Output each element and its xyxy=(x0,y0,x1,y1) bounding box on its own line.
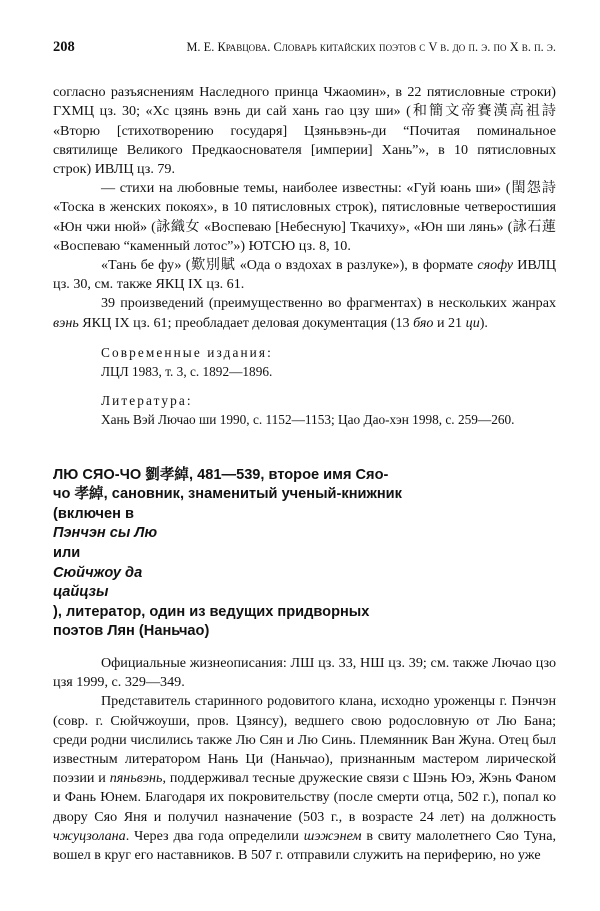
running-title: М. Е. Кравцова. Словарь китайских поэтов с V в. до п. э. по X в. п. э. xyxy=(186,40,556,54)
paragraph-3-italic: сяофу xyxy=(477,257,513,274)
paragraph-4-text-a: 39 произведений (преимущественно во фрагментах) в нескольких жанрах xyxy=(101,295,556,312)
editions-label: Современные издания: xyxy=(101,344,273,360)
literature-section xyxy=(53,391,556,429)
paragraph-4-text-d: ). xyxy=(479,314,488,331)
literature-text: Хань Вэй Лючао ши 1990, с. 1152—1153; Цао Дао-хэн 1998, с. 259—260. xyxy=(101,412,515,428)
biography-italic-3: шэжэнем xyxy=(303,827,362,844)
editions-section xyxy=(53,343,556,381)
entry-heading xyxy=(53,466,556,642)
paragraph-4-italic-2: бяо xyxy=(413,314,434,331)
paragraph-4-text-c: и 21 xyxy=(433,314,466,331)
paragraph-4-text-b: ЯКЦ IX цз. 61; преобладает деловая документация (13 xyxy=(78,314,414,331)
biography-italic-1: пяньвэнь xyxy=(109,770,163,787)
page-header xyxy=(53,38,556,57)
biography-text-c: . Через два года определили xyxy=(125,827,304,844)
biography-text-d: в свиту малолетнего Сяо Туна, вошел в круг его наставников. В 507 г. отправили служить на периферию, но уже xyxy=(53,827,556,864)
literature-label: Литература: xyxy=(101,393,193,409)
page-number: 208 xyxy=(53,39,75,55)
entry-heading-line-4-b: ), литератор, один из ведущих придворных xyxy=(53,603,370,620)
entry-heading-line-5: поэтов Лян (Наньчао) xyxy=(53,623,210,640)
paragraph-1: согласно разъяснениям Наследного принца Чжаомин», в 22 пятисловные строки) ГХМЦ цз. 30; «Хс цзянь вэнь ди сай хань гао цзу ши» (和簡文帝賽漢高祖詩 «Вторю [стихотворению государя] Цзяньвэнь-ди “Почитая поминальное святилище Великого Предкаоснователя [империи] Хань”», в 10 пятисловных строк) ИВЛЦ цз. 79. xyxy=(53,84,556,178)
entry-heading-line-3 xyxy=(53,505,526,583)
entry-heading-line-2: чо 孝綽, сановник, знаменитый ученый-книжник xyxy=(53,486,402,503)
biography-text-b: , поддерживал тесные дружеские связи с Шэнь Юэ, Жэнь Фаном и Фань Юнем. Благодаря их покровительству (после смерти отца, 502 г.), попал ко двору Сяо Яня и получил назначение (503 г., в возрасте 24 лет) на должность xyxy=(53,770,556,825)
paragraph-3-text-b: ИВЛЦ цз. 30, см. также ЯКЦ IX цз. 61. xyxy=(53,257,556,293)
entry-heading-line-3-a: (включен в xyxy=(53,505,134,522)
editions-text: ЛЦЛ 1983, т. 3, с. 1892—1896. xyxy=(101,364,273,380)
paragraph-3 xyxy=(53,256,556,294)
biography-paragraph xyxy=(53,692,556,865)
entry-heading-line-1: ЛЮ СЯО-ЧО 劉孝綽, 481—539, второе имя Сяо- xyxy=(53,466,389,483)
paragraph-3-text-a: «Тань бе фу» (歎別賦 «Ода о вздохах в разлуке»), в формате xyxy=(101,257,478,274)
paragraph-4 xyxy=(53,294,556,332)
paragraph-2: — стихи на любовные темы, наиболее известны: «Гуй юань ши» (閨怨詩 «Тоска в женских покоях», в 10 пятисловных строк), пятисловные четверостишия «Юн чжи нюй» (詠織女 «Воспеваю [Небесную] Ткачиху», «Юн ши лянь» (詠石蓮 «Воспеваю “каменный лотос”») ЮТСЮ цз. 8, 10. xyxy=(53,180,556,254)
biography-text-a: Представитель старинного родовитого клана, исходно уроженцы г. Пэнчэн (совр. г. Сюйчжоуши, пров. Цзянсу), ведшего свою родословную от Лю Бана; среди родни числились также Лю Сян и Лю Синь. Племянник Ван Жуна. Отец был известным литератором Нань Ци (Наньчао), признанным мастером лирической поэзии и xyxy=(53,693,556,787)
paragraph-4-italic-1: вэнь xyxy=(53,314,79,331)
entry-heading-italic-3: цайцзы xyxy=(53,584,109,601)
official-biographies: Официальные жизнеописания: ЛШ цз. 33, НШ цз. 39; см. также Лючао цзо цзя 1999, с. 329—349. xyxy=(53,655,556,691)
entry-heading-italic-1: Пэнчэн сы Лю xyxy=(53,525,158,542)
biography-italic-2: чжуцзолана xyxy=(53,827,126,844)
entry-heading-italic-2: Сюйчжоу да xyxy=(53,564,143,581)
entry-heading-line-3-b: или xyxy=(53,545,81,562)
paragraph-4-italic-3: ци xyxy=(465,314,480,331)
entry-heading-line-4 xyxy=(53,583,526,622)
